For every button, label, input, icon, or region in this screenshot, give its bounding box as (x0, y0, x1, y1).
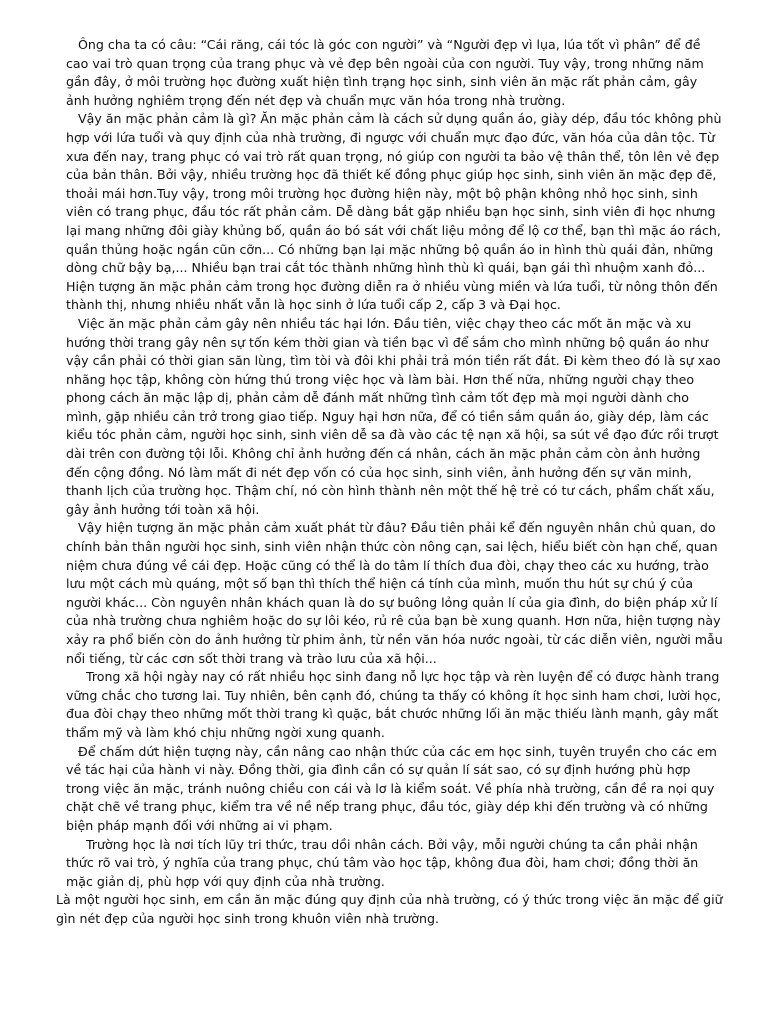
paragraph-school-role: Trường học là nơi tích lũy tri thức, trau dồi nhân cách. Bởi vậy, mỗi người chúng ta cần phải nhận thức rõ vai trò, ý nghĩa của trang phục, chú tâm vào học tập, không đua đòi, ham chơi; đồng thời ăn mặc giản dị, phù hợp với quy định của nhà trường. (66, 836, 699, 889)
paragraph-causes: Vậy hiện tượng ăn mặc phản cảm xuất phát từ đâu? Đầu tiên phải kể đến nguyên nhân chủ quan, do chính bản thân người học sinh, sinh viên nhận thức còn nông cạn, sai lệch, hiểu biết còn hạn chế, quan niệm chưa đúng về cái đẹp. Hoặc cũng có thể là do tâm lí thích đua đòi, chạy theo các xu hướng, trào lưu một cách mù quáng, một số bạn thì thích thể hiện cá tính của mình, muốn thu hút sự chú ý của người khác... Còn nguyên nhân khách quan là do sự buông lỏng quản lí của gia đình, do biện pháp xử lí của nhà trường chưa nghiêm hoặc do sự lôi kéo, rủ rê của bạn bè xung quanh. Hơn nữa, hiện tượng này xảy ra phổ biến còn do ảnh hưởng từ phim ảnh, từ nền văn hóa nước ngoài, từ các diễn viên, người mẫu nổi tiếng, từ các cơn sốt thời trang và trào lưu của xã hội... (66, 520, 723, 666)
paragraph-solutions: Để chấm dứt hiện tượng này, cần nâng cao nhận thức của các em học sinh, tuyên truyền cho các em về tác hại của hành vi này. Đồng thời, gia đình cần có sự quản lí sát sao, có sự định hướng phù hợp trong việc ăn mặc, tránh nuông chiều con cái và lơ là kiểm soát. Về phía nhà trường, cần đề ra nọi quy chặt chẽ về trang phục, kiểm tra về nề nếp trang phục, đầu tóc, giày dép khi đến trường và có những biện pháp mạnh đối với những ai vi phạm. (66, 743, 717, 833)
paragraph-conclusion: Là một người học sinh, em cần ăn mặc đúng quy định của nhà trường, có ý thức trong việc ăn mặc để giữ gìn nét đẹp của người học sinh trong khuôn viên nhà trường. (56, 892, 723, 926)
paragraph-intro: Ông cha ta có câu: “Cái răng, cái tóc là góc con người” và “Người đẹp vì lụa, lúa tốt vì phân” để đề cao vai trò quan trọng của trang phục và vẻ đẹp bên ngoài của con người. Tuy vậy, trong những năm gần đây, ở môi trường học đường xuất hiện tình trạng học sinh, sinh viên ăn mặc rất phản cảm, gây ảnh hưởng nghiêm trọng đến nét đẹp và chuẩn mực văn hóa trong nhà trường. (66, 37, 704, 108)
paragraph-definition: Vậy ăn mặc phản cảm là gì? Ăn mặc phản cảm là cách sử dụng quần áo, giày dép, đầu tóc không phù hợp với lứa tuổi và quy định của nhà trường, đi ngược với chuẩn mực đạo đức, văn hóa của dân tộc. Từ xưa đến nay, trang phục có vai trò rất quan trọng, nó giúp con người ta bảo vệ thân thể, tôn lên vẻ đẹp của bản thân. Bởi vậy, nhiều trường học đã thiết kế đồng phục giúp học sinh, sinh viên ăn mặc đẹp đẽ, thoải mái hơn.Tuy vậy, trong môi trường học đường hiện này, một bộ phận không nhỏ học sinh, sinh viên có trang phục, đầu tóc rất phản cảm. Dễ dàng bắt gặp nhiều bạn học sinh, sinh viên đi học nhưng lại mang những đôi giày khủng bố, quần áo bó sát với chất liệu mỏng để lộ cơ thể, bạn thì mặc áo rách, quần thủng hoặc ngắn cũn cỡn... Có những bạn lại mặc những bộ quần áo in hình thù quái đản, những dòng chữ bậy bạ,... Nhiều bạn trai cắt tóc thành những hình thù kì quái, bạn gái thì nhuộm xanh đỏ... Hiện tượng ăn mặc phản cảm trong học đường diễn ra ở nhiều vùng miền và lứa tuổi, từ nông thôn đến thành thị, nhưng nhiều nhất vẫn là học sinh ở lứa tuổi cấp 2, cấp 3 và Đại học. (66, 111, 722, 313)
paragraph-society: Trong xã hội ngày nay có rất nhiều học sinh đang nỗ lực học tập và rèn luyện để có được hành trang vững chắc cho tương lai. Tuy nhiên, bên cạnh đó, chúng ta thấy có không ít học sinh ham chơi, lười học, đua đòi chạy theo những mốt thời trang kì quặc, bắt chước những lối ăn mặc thiếu lành mạnh, gây mất thẩm mỹ và làm khó chịu những ngời xung quanh. (66, 669, 722, 740)
paragraph-harms: Việc ăn mặc phản cảm gây nên nhiều tác hại lớn. Đầu tiên, việc chạy theo các mốt ăn mặc và xu hướng thời trang gây nên sự tốn kém thời gian và tiền bạc vì để sắm cho mình những bộ quần áo như vậy cần phải có thời gian săn lùng, tìm tòi và đôi khi phải trả món tiền rất đắt. Đi kèm theo đó là sự xao nhãng học tập, không còn hứng thú trong việc học và làm bài. Hơn thế nữa, những người chạy theo phong cách ăn mặc lập dị, phản cảm dễ đánh mất những tình cảm tốt đẹp mà mọi người dành cho mình, gặp nhiều cản trở trong giao tiếp. Nguy hại hơn nữa, để có tiền sắm quần áo, giày dép, làm các kiểu tóc phản cảm, người học sinh, sinh viên dễ sa đà vào các tệ nạn xã hội, sa sút về đạo đức rồi trượt dài trên con đường tội lỗi. Không chỉ ảnh hưởng đến cá nhân, cách ăn mặc phản cảm còn ảnh hưởng đến cộng đồng. Nó làm mất đi nét đẹp vốn có của học sinh, sinh viên, ảnh hưởng đến sự văn minh, thanh lịch của trường học. Thậm chí, nó còn hình thành nên một thế hệ trẻ có tư cách, phẩm chất xấu, gây ảnh hưởng tới toàn xã hội. (66, 315, 721, 517)
